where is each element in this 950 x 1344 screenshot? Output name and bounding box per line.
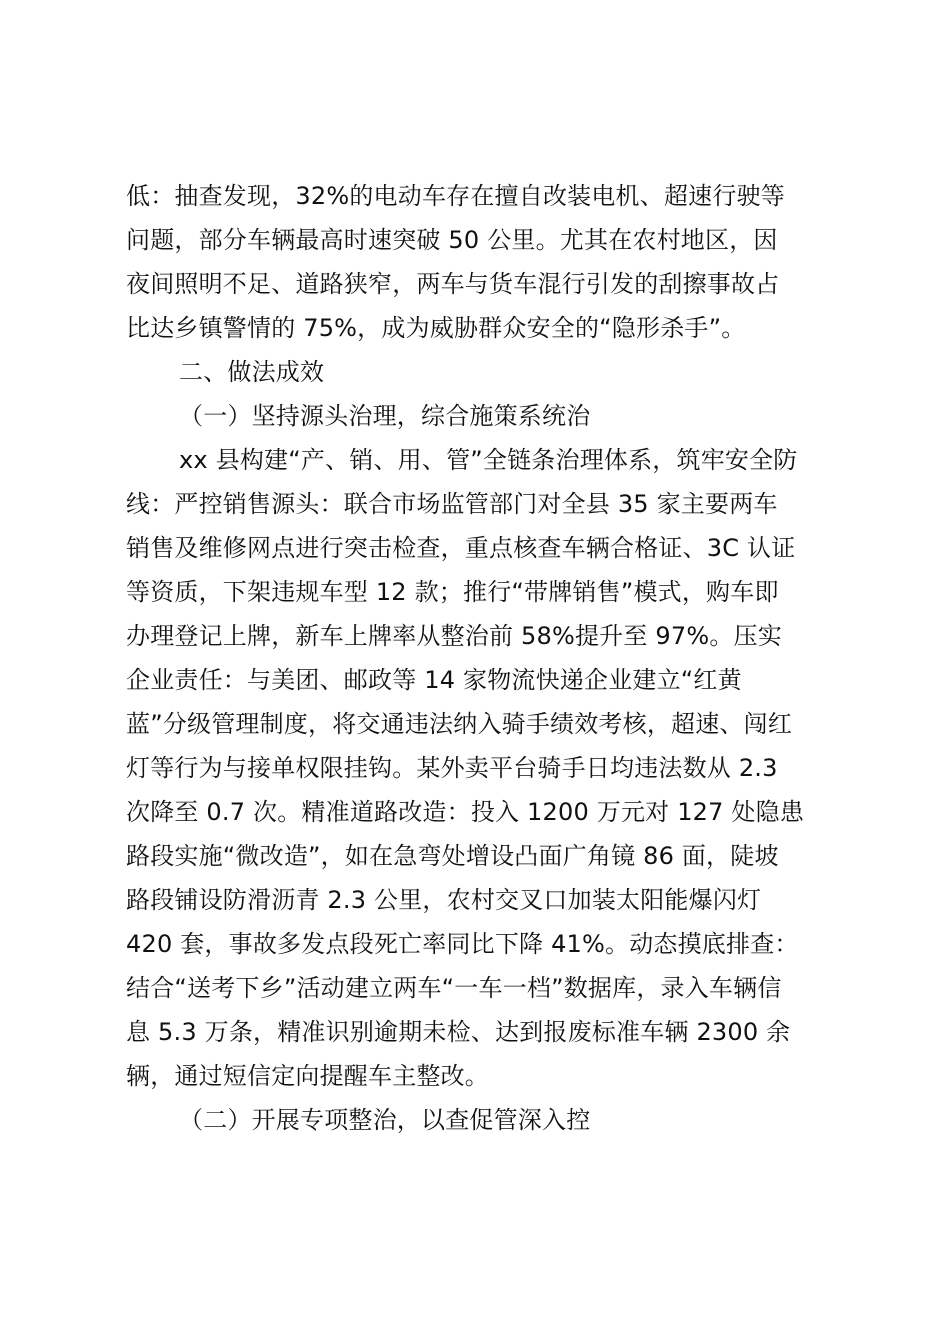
section-heading: 二、做法成效 xyxy=(179,358,325,386)
document-body xyxy=(126,174,831,1142)
text-line: 办理登记上牌，新车上牌率从整治前 58%提升至 97%。压实 xyxy=(126,622,782,650)
subsection-heading: （二）开展专项整治，以查促管深入控 xyxy=(179,1106,591,1134)
text-line: 等资质，下架违规车型 12 款；推行“带牌销售”模式，购车即 xyxy=(126,578,779,606)
text-line: 路段实施“微改造”，如在急弯处增设凸面广角镜 86 面，陡坡 xyxy=(126,842,779,870)
text-line: 辆，通过短信定向提醒车主整改。 xyxy=(126,1062,489,1090)
text-line: 蓝”分级管理制度，将交通违法纳入骑手绩效考核，超速、闯红 xyxy=(126,710,793,738)
text-line: 息 5.3 万条，精准识别逾期未检、达到报废标准车辆 2300 余 xyxy=(126,1018,791,1046)
text-line: 结合“送考下乡”活动建立两车“一车一档”数据库，录入车辆信 xyxy=(126,974,782,1002)
text-line: 销售及维修网点进行突击检查，重点核查车辆合格证、3C 认证 xyxy=(126,534,796,562)
text-line: 低：抽查发现，32%的电动车存在擅自改装电机、超速行驶等 xyxy=(126,182,785,210)
text-line: 夜间照明不足、道路狭窄，两车与货车混行引发的刮擦事故占 xyxy=(126,270,780,298)
text-line: 灯等行为与接单权限挂钩。某外卖平台骑手日均违法数从 2.3 xyxy=(126,754,778,782)
text-line: xx 县构建“产、销、用、管”全链条治理体系，筑牢安全防 xyxy=(179,446,798,474)
subsection-heading: （一）坚持源头治理，综合施策系统治 xyxy=(179,402,591,430)
text-line: 线：严控销售源头：联合市场监管部门对全县 35 家主要两车 xyxy=(126,490,778,518)
text-line: 问题，部分车辆最高时速突破 50 公里。尤其在农村地区，因 xyxy=(126,226,778,254)
text-line: 420 套，事故多发点段死亡率同比下降 41%。动态摸底排查： xyxy=(126,930,799,958)
text-line: 次降至 0.7 次。精准道路改造：投入 1200 万元对 127 处隐患 xyxy=(126,798,805,826)
text-line: 企业责任：与美团、邮政等 14 家物流快递企业建立“红黄 xyxy=(126,666,742,694)
text-line: 路段铺设防滑沥青 2.3 公里，农村交叉口加装太阳能爆闪灯 xyxy=(126,886,762,914)
text-line: 比达乡镇警情的 75%，成为威胁群众安全的“隐形杀手”。 xyxy=(126,314,746,342)
